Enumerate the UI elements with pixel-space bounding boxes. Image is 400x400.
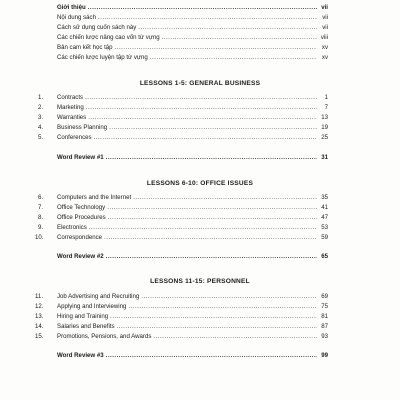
toc-entry-number: 4.: [38, 124, 44, 131]
toc-entry-label: Computers and the Internet: [57, 194, 132, 201]
leader-dots: [86, 104, 317, 111]
toc-entry[interactable]: [57, 44, 328, 51]
toc-entry-number: 5.: [38, 134, 44, 141]
toc-entry-label: Nội dung sách: [57, 14, 96, 21]
toc-entry-page: 81: [321, 313, 328, 320]
toc-entry[interactable]: [35, 323, 328, 330]
toc-entry-label: Giới thiệu: [57, 4, 86, 11]
toc-entry-number: 13.: [35, 313, 44, 320]
toc-entry-label: Electronics: [57, 224, 87, 231]
leader-dots: [88, 114, 317, 121]
word-review-entry[interactable]: [57, 154, 328, 161]
leader-dots: [117, 323, 317, 330]
toc-entry[interactable]: [35, 333, 328, 340]
leader-dots: [89, 224, 317, 231]
word-review-entry[interactable]: [57, 352, 328, 359]
leader-dots: [110, 313, 317, 320]
leader-dots: [104, 234, 317, 241]
toc-entry-page: 65: [321, 253, 328, 260]
toc-entry-page: 99: [321, 352, 328, 359]
toc-entry-label: Contracts: [57, 94, 84, 101]
leader-dots: [128, 303, 317, 310]
word-review-entry[interactable]: [57, 253, 328, 260]
toc-entry-page: vii: [322, 14, 328, 21]
leader-dots: [108, 214, 317, 221]
toc-entry[interactable]: [35, 313, 328, 320]
leader-dots: [153, 333, 317, 340]
leader-dots: [133, 194, 317, 201]
leader-dots: [98, 14, 317, 21]
toc-entry[interactable]: [57, 4, 328, 11]
leader-dots: [150, 54, 317, 61]
toc-entry-page: 93: [321, 333, 328, 340]
toc-entry[interactable]: [57, 54, 328, 61]
toc-entry-label: Word Review #3: [57, 352, 104, 359]
leader-dots: [138, 24, 317, 31]
leader-dots: [115, 44, 317, 51]
section-title: LESSONS 11-15: PERSONNEL: [150, 278, 250, 285]
toc-entry-label: Các chiến lược luyện tập từ vựng: [57, 54, 148, 61]
toc-entry[interactable]: [35, 234, 328, 241]
toc-entry[interactable]: [35, 293, 328, 300]
toc-entry-page: 35: [321, 194, 328, 201]
toc-entry-number: 11.: [35, 293, 44, 300]
leader-dots: [109, 124, 317, 131]
toc-entry-page: 47: [321, 214, 328, 221]
leader-dots: [141, 293, 317, 300]
toc-entry-label: Applying and Interviewing: [57, 303, 127, 310]
toc-entry[interactable]: [35, 303, 328, 310]
toc-entry-page: xv: [321, 44, 328, 51]
toc-entry-label: Bản cam kết học tập: [57, 44, 113, 51]
toc-entry[interactable]: [57, 14, 328, 21]
toc-entry-number: 3.: [38, 114, 44, 121]
toc-entry-label: Hiring and Training: [57, 313, 109, 320]
leader-dots: [107, 204, 317, 211]
toc-entry-page: 25: [321, 134, 328, 141]
toc-entry-page: 13: [321, 114, 328, 121]
leader-dots: [106, 352, 317, 359]
toc-entry-number: 10.: [35, 234, 44, 241]
toc-entry-label: Các chiến lược nâng cao vốn từ vựng: [57, 34, 160, 41]
toc-entry-label: Office Procedures: [57, 214, 106, 221]
toc-entry-number: 9.: [38, 224, 44, 231]
leader-dots: [162, 34, 317, 41]
toc-entry-label: Word Review #2: [57, 253, 104, 260]
toc-entry-number: 2.: [38, 104, 44, 111]
toc-entry-page: 53: [321, 224, 328, 231]
toc-entry-page: 31: [321, 154, 328, 161]
toc-entry[interactable]: [57, 34, 328, 41]
toc-entry-number: 12.: [35, 303, 44, 310]
toc-entry-page: 19: [321, 124, 328, 131]
section-title: LESSONS 6-10: OFFICE ISSUES: [146, 180, 254, 187]
toc-entry[interactable]: [57, 24, 328, 31]
toc-entry-label: Promotions, Pensions, and Awards: [57, 333, 152, 340]
toc-entry[interactable]: [38, 214, 328, 221]
toc-entry-number: 6.: [38, 194, 44, 201]
leader-dots: [106, 154, 317, 161]
toc-entry-page: 1: [324, 94, 328, 101]
toc-entry-page: 7: [324, 104, 328, 111]
section-title: LESSONS 1-5: GENERAL BUSINESS: [139, 80, 261, 87]
toc-entry-page: viii: [320, 34, 328, 41]
toc-entry-number: 14.: [35, 323, 44, 330]
leader-dots: [94, 134, 317, 141]
toc-entry-label: Office Technology: [57, 204, 106, 211]
toc-entry-page: 59: [321, 234, 328, 241]
toc-entry-label: Correspondence: [57, 234, 103, 241]
toc-entry-label: Business Planning: [57, 124, 108, 131]
toc-entry-page: 75: [321, 303, 328, 310]
toc-entry[interactable]: [38, 204, 328, 211]
toc-entry-page: 69: [321, 293, 328, 300]
toc-entry[interactable]: [38, 114, 328, 121]
toc-entry-label: Marketing: [57, 104, 84, 111]
toc-entry-page: vii: [321, 4, 328, 11]
toc-entry-page: vii: [322, 24, 328, 31]
toc-entry-label: Word Review #1: [57, 154, 104, 161]
toc-entry-label: Salaries and Benefits: [57, 323, 115, 330]
toc-entry[interactable]: [38, 134, 328, 141]
toc-entry[interactable]: [38, 224, 328, 231]
toc-entry-number: 1.: [38, 94, 44, 101]
toc-entry[interactable]: [38, 194, 328, 201]
leader-dots: [88, 4, 317, 11]
toc-entry-number: 8.: [38, 214, 44, 221]
toc-entry-label: Conferences: [57, 134, 92, 141]
toc-entry-label: Warranties: [57, 114, 87, 121]
toc-entry[interactable]: [38, 124, 328, 131]
toc-entry-label: Cách sử dụng cuốn sách này: [57, 24, 137, 31]
toc-entry[interactable]: [38, 94, 328, 101]
toc-entry-number: 15.: [35, 333, 44, 340]
toc-entry-number: 7.: [38, 204, 44, 211]
leader-dots: [85, 94, 317, 101]
leader-dots: [106, 253, 317, 260]
toc-entry-label: Job Advertising and Recruiting: [57, 293, 140, 300]
toc-entry-page: 87: [321, 323, 328, 330]
toc-entry-page: 41: [321, 204, 328, 211]
toc-entry[interactable]: [38, 104, 328, 111]
toc-entry-page: xv: [321, 54, 328, 61]
